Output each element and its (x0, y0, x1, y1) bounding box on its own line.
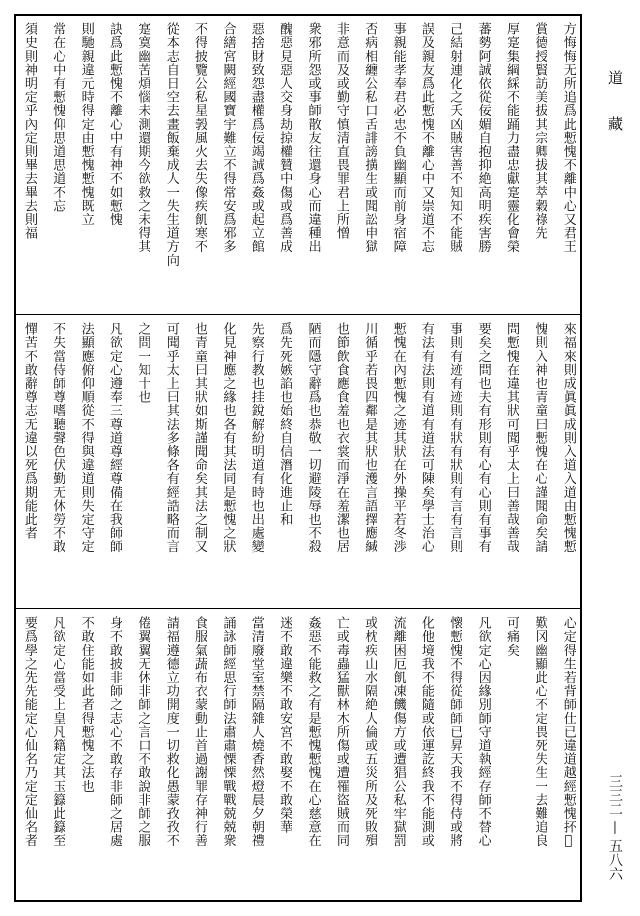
text-column: 常在心中有慙愧仰思道思道不忘 (50, 22, 66, 213)
text-column: 事親能孝奉君必忠不負幽顯而前身宿障 (390, 22, 406, 254)
text-column: 之問一知十也 (135, 322, 151, 404)
text-column: 事則有迹有迹則有狀有狀則有言有言則 (447, 322, 463, 554)
text-section-1 (16, 16, 580, 314)
text-column: 己結射連化之夭凶賊害善不知知不能賊 (447, 22, 463, 254)
text-column: 可痛矣 (504, 616, 520, 657)
section-divider (16, 314, 580, 315)
text-column: 訣爲此慙愧不離心中有神不如慙愧 (107, 22, 123, 226)
text-column: 要爲學之先先能定心仙名乃定定仙名者 (22, 616, 37, 848)
text-column: 衆邪所怨或事師散友往還身心而違種出 (305, 22, 321, 254)
text-frame (14, 14, 582, 902)
text-column: 不敢住能如此者得慙愧之法也 (78, 616, 94, 793)
text-column: 須史則神明定乎內定則畢去畢去則福 (22, 22, 37, 240)
text-column: 倦翼翼无休非師之言口不敢說非師之服 (135, 616, 151, 848)
text-column: 凡欲定心遵奉三尊道尊經尊備在我師師 (107, 322, 123, 554)
text-column: 慙愧在內慙愧之迹其狀在外操平若冬渉 (390, 322, 406, 554)
text-column: 醜惡見惡人交身劫掠權贊中傷或爲善成 (277, 22, 293, 254)
text-column: 寔寞幽苦煩惱未測還期今欲救之未得其 (135, 22, 151, 254)
text-column: 也節飲食應食羞也衣裳而淨在羞潔也居 (333, 322, 349, 554)
text-column: 憚苦不敢辭尊志无違以死爲期能此者 (22, 322, 37, 540)
text-column: 賞德授賢訪美拔其宗卿拔其萃穀祿先 (532, 22, 548, 240)
text-column: 流離困厄飢凍饑傷方或遭猖公私牢獄罰 (390, 616, 406, 848)
text-column: 可聞乎太上曰其法多條各有經誥略而言 (163, 322, 179, 554)
text-column: 身不敢披非師之志心不敢存非師之居處 (107, 616, 123, 848)
text-section-3 (16, 610, 580, 900)
text-column: 從本志自日空去畫飯棄成人一失生道方向 (163, 22, 179, 267)
text-column: 凡欲定心因緣別師守道執經存師不替心 (475, 616, 491, 848)
text-column: 先察行教也挂銳解紛明道有時也出處變 (248, 322, 264, 554)
text-column: 爲先死嫉諂也始終自信潛化進止和 (277, 322, 293, 526)
text-column: 或枕疾山水隔絶人倫或五災所及死敗殞 (362, 616, 378, 848)
text-column: 也青童曰其狀如斯謹聞命矣其法之制又 (192, 322, 208, 554)
text-column: 姦惡不能救之有是慙愧慙愧在心慈意在 (305, 616, 321, 848)
text-column: 來福來則成眞眞成則入道入道由慙愧慙 (560, 322, 576, 554)
text-column: 迷不敢違樂不敢安宮不敢娶不敢榮華 (277, 616, 293, 834)
text-column: 否病相纏公私口舌誹謗撗生或聞訟申獄 (362, 22, 378, 254)
text-column: 不得披覽公私星㝅風火去失像疾飢寒不 (192, 22, 208, 254)
text-column: 惡捨財致怨盡權爲佞竭誠爲姦或起立館 (248, 22, 264, 254)
text-column: 合繕宮闕經國寶宇難立不得常安爲邪多 (220, 22, 236, 254)
text-column: 化見神應之緣也各有其法同是慙愧之狀 (220, 322, 236, 554)
text-column: 懷慙愧不得從師師已昇天我不得侍或將 (447, 616, 463, 848)
text-column: 請福遵德立功開度一切救化愚蒙孜孜不 (163, 616, 179, 848)
text-column: 問慙愧在違其狀可聞乎太上曰善哉善哉 (504, 322, 520, 554)
text-column: 當清廢堂室禁隔雜人燒香然燈晨夕朝禮 (248, 616, 264, 848)
text-column: 食服氣蔬布衣蒙動止首過謝罪存神行善 (192, 616, 208, 848)
page-number: 三三二 — 五八六 (607, 774, 623, 881)
text-column: 愧則入神也青童曰慙愧在心謹聞命矣請 (532, 322, 548, 554)
text-column: 陋而隱守辭爲也恭敬一切避陵辱也不殺 (305, 322, 321, 554)
text-column: 亡或毒蟲猛獸林木所傷或遭罹盜賊而同 (333, 616, 349, 848)
text-column: 誦詠師經思行師法肅肅慄慄戰戰兢兢衆 (220, 616, 236, 848)
text-column: 心定得生若背師仕已違道越經慙愧抔𡊮 (560, 616, 576, 849)
text-column: 則馳親違元時得定由慙愧慙愧既立 (78, 22, 94, 226)
text-column: 蕃勢阿誠依從佞媚自抱抑絶高明疾害勝 (475, 22, 491, 254)
text-column: 非意而及或勤守慎清直畏罪君上所憎 (333, 22, 349, 240)
text-column: 川循乎若畏四鄰是其狀也濩言語擇應緘 (362, 322, 378, 554)
text-column: 要矣之問也夫有形則有心有心則有事有 (475, 322, 491, 554)
margin-title-zang: 藏 (606, 116, 624, 131)
text-column: 誤及親友爲此慙愧不離心中又崇道不忘 (419, 22, 435, 254)
text-column: 方悔悔无所追爲此慙愧不離中心又君王 (560, 22, 576, 254)
text-column: 化他境我不能隨或依運訖終我不能測或 (419, 616, 435, 848)
text-column: 法顯應俯仰順從不得與違道則失定守定 (78, 322, 94, 554)
text-column: 厚寔集綱綵不能踊力盡忠獻寔靈化會榮 (504, 22, 520, 254)
margin-title-dao: 道 (606, 70, 624, 85)
text-column: 不失當侍師尊嗜聽聲色伏勤无休勞不敢 (50, 322, 66, 554)
margin-column (594, 0, 634, 916)
text-column: 凡欲定心當受上皇凡籍定其玉籙此籙至 (50, 616, 66, 848)
section-divider (16, 608, 580, 609)
text-column: 有法有法則有道有道法可陳矣學士治心 (419, 322, 435, 554)
text-section-2 (16, 316, 580, 608)
text-column: 歎冈幽顯此心不定畏死失生一去難追良 (532, 616, 548, 848)
